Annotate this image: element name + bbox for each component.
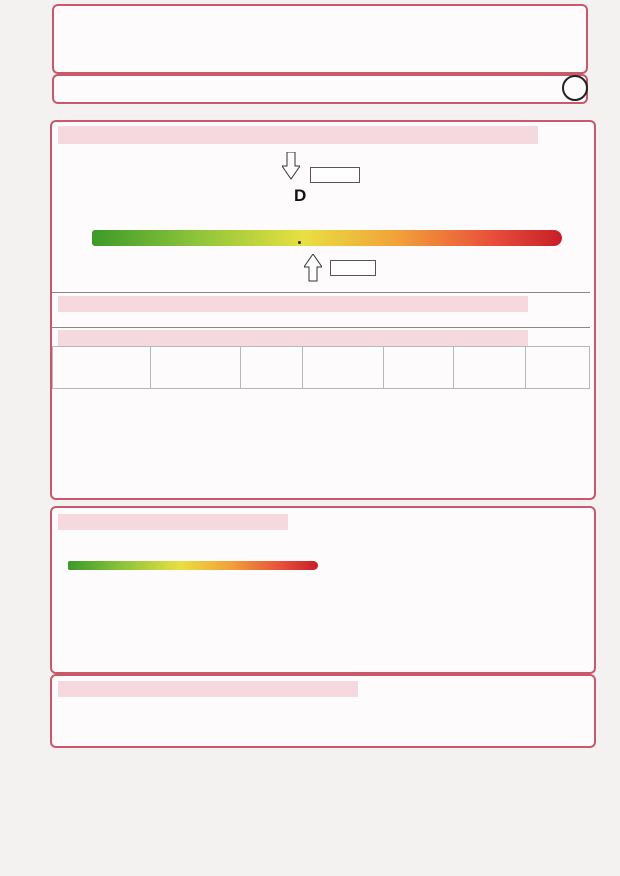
efficiency-scale-top [92,191,562,207]
table-header-row [53,347,590,389]
consumption-table [52,346,590,389]
end-energy-value [310,167,360,183]
procedure-heading-bar [58,681,358,697]
col-traeger [150,347,240,389]
col-ww [384,347,454,389]
scale-dot [298,241,301,244]
comparison-heading-bar [58,514,288,530]
col-verbrauch [302,347,384,389]
title-frame [52,4,588,74]
energy-heading-bar [58,126,538,144]
col-faktor [240,347,302,389]
primary-arrow-icon [304,254,322,287]
col-heizung [454,347,526,389]
mini-scale-bottom [68,561,318,570]
col-klima [526,347,590,389]
end-section-bar [58,296,528,312]
divider [52,327,590,328]
consumption-heading-bar [58,330,528,346]
page-number-badge [562,75,588,101]
primary-energy-value [330,260,376,276]
comparison-frame [50,506,596,674]
end-energy-marker: D [294,186,307,205]
mini-scale [68,540,318,549]
registration-frame [52,74,588,104]
end-arrow-icon [282,152,300,185]
efficiency-scale-bottom [92,230,562,246]
divider [52,292,590,293]
